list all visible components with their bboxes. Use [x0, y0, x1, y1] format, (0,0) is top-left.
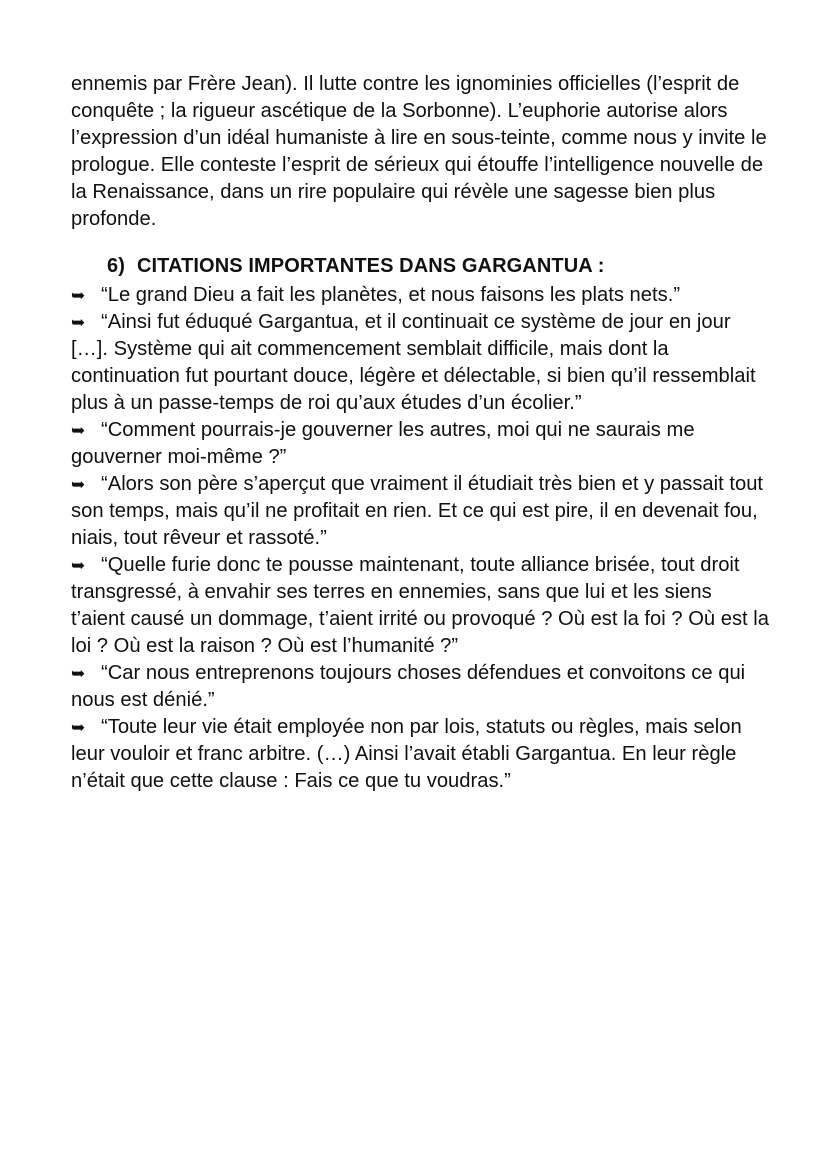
right-arrow-icon: ➥ [71, 664, 86, 683]
quote-item [71, 471, 771, 552]
quote-list [71, 282, 771, 795]
document-page [71, 71, 771, 795]
section-heading [107, 253, 771, 280]
section-number: 6) [107, 255, 125, 277]
quote-text: “Car nous entreprenons toujours choses défendues et convoitons ce qui nous est dénié.” [71, 662, 746, 711]
intro-paragraph: ennemis par Frère Jean). Il lutte contre les ignominies officielles (l’esprit de conquête ; la rigueur ascétique de la Sorbonne). L’euphorie autorise alors l’expression d’un idéal humaniste à lire en sous-teinte, comme nous y invite le prologue. Elle conteste l’esprit de sérieux qui étouffe l’intelligence nouvelle de la Renaissance, dans un rire populaire qui révèle une sagesse bien plus profonde. [71, 73, 767, 230]
quote-text: “Quelle furie donc te pousse maintenant, toute alliance brisée, tout droit transgressé, à envahir ses terres en ennemies, sans que lui et les siens t’aient causé un dommage, t’aient irrité ou provoqué ? Où est la foi ? Où est la loi ? Où est la raison ? Où est l’humanité ?” [71, 554, 769, 657]
right-arrow-icon: ➥ [71, 718, 86, 737]
right-arrow-icon: ➥ [71, 313, 86, 332]
right-arrow-icon: ➥ [71, 475, 86, 494]
quote-text: “Ainsi fut éduqué Gargantua, et il continuait ce système de jour en jour […]. Système qui ait commencement semblait difficile, mais dont la continuation fut pourtant douce, légère et délectable, si bien qu’il ressemblait plus à un passe-temps de roi qu’aux études d’un écolier.” [71, 311, 756, 414]
quote-item [71, 552, 771, 660]
quote-item [71, 309, 771, 417]
quote-item [71, 714, 771, 795]
quote-text: “Le grand Dieu a fait les planètes, et nous faisons les plats nets.” [101, 284, 681, 306]
quote-item [71, 282, 771, 309]
section-title: CITATIONS IMPORTANTES DANS GARGANTUA : [136, 255, 605, 277]
quote-item [71, 417, 771, 471]
quote-text: “Comment pourrais-je gouverner les autres, moi qui ne saurais me gouverner moi-même ?” [71, 419, 695, 468]
right-arrow-icon: ➥ [71, 556, 86, 575]
right-arrow-icon: ➥ [71, 421, 86, 440]
quote-text: “Alors son père s’aperçut que vraiment il étudiait très bien et y passait tout son temps, mais qu’il ne profitait en rien. Et ce qui est pire, il en devenait fou, niais, tout rêveur et rassoté.” [71, 473, 764, 549]
quote-item [71, 660, 771, 714]
quote-text: “Toute leur vie était employée non par lois, statuts ou règles, mais selon leur vouloir et franc arbitre. (…) Ainsi l’avait établi Gargantua. En leur règle n’était que cette clause : Fais ce que tu voudras.” [71, 716, 742, 792]
right-arrow-icon: ➥ [71, 286, 86, 305]
